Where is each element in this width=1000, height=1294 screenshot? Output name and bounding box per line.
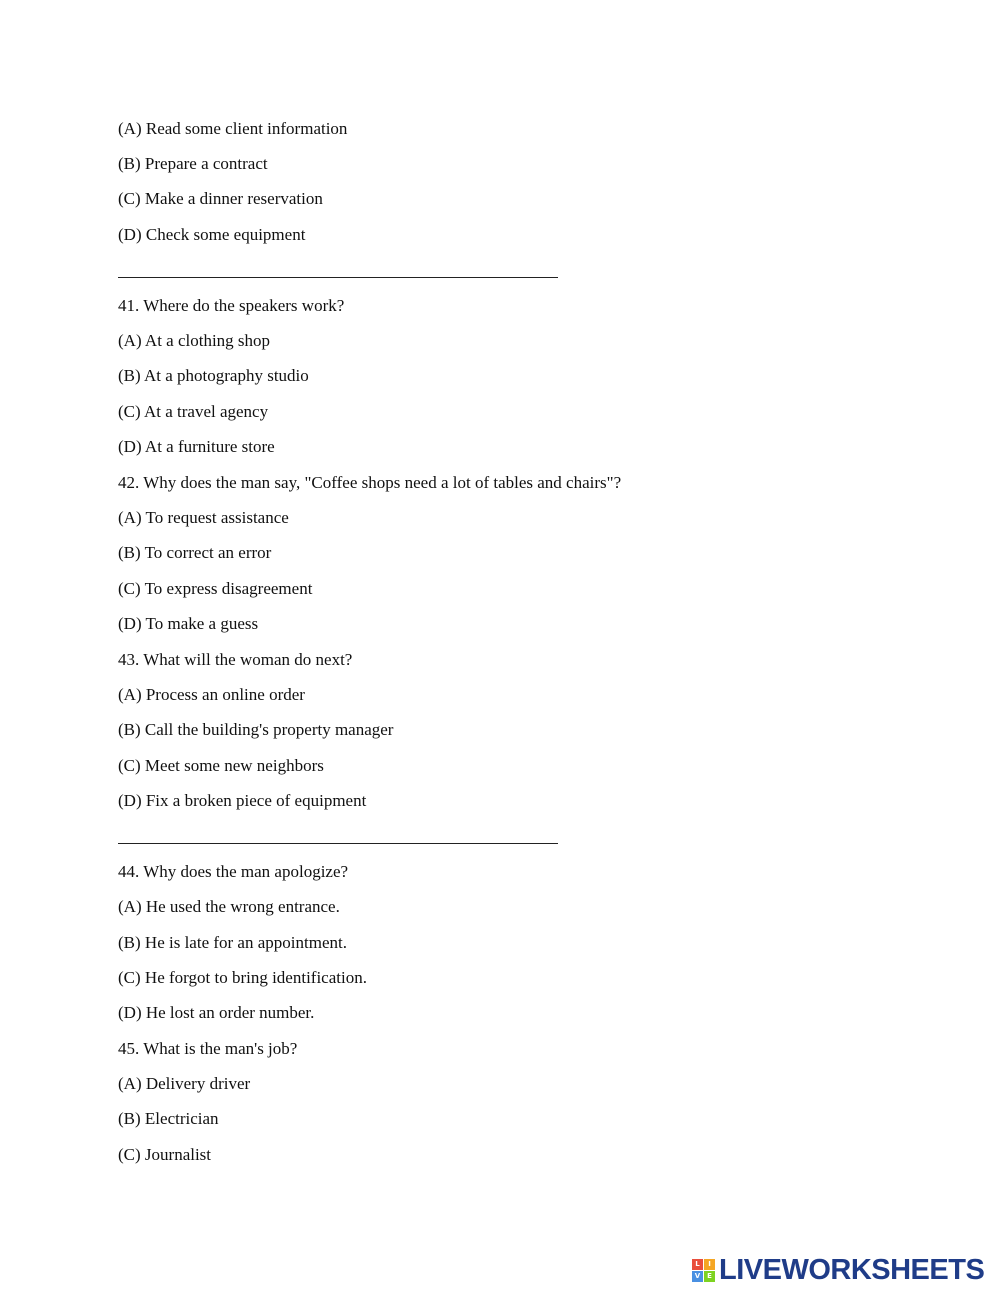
liveworksheets-mark-icon	[692, 1259, 715, 1282]
q45-option-b: (B) Electrician	[118, 1109, 219, 1128]
q43-option-b: (B) Call the building's property manager	[118, 720, 394, 739]
q45-option-a: (A) Delivery driver	[118, 1074, 251, 1093]
q44-option-b: (B) He is late for an appointment.	[118, 933, 347, 952]
logo-mark-letter: V	[692, 1271, 703, 1282]
q44-option-c: (C) He forgot to bring identification.	[118, 968, 367, 987]
q45-option-c: (C) Journalist	[118, 1145, 212, 1164]
q43-option-d: (D) Fix a broken piece of equipment	[118, 791, 367, 810]
q41-question: 41. Where do the speakers work?	[118, 296, 345, 315]
q43-option-c: (C) Meet some new neighbors	[118, 756, 324, 775]
q42-question: 42. Why does the man say, "Coffee shops need a lot of tables and chairs"?	[118, 473, 622, 492]
logo-mark-letter: I	[704, 1259, 715, 1270]
q43-option-a: (A) Process an online order	[118, 685, 305, 704]
logo-wordmark: LIVEWORKSHEETS	[719, 1254, 985, 1286]
q41-option-a: (A) At a clothing shop	[118, 331, 271, 350]
section-divider	[118, 843, 558, 844]
q44-question: 44. Why does the man apologize?	[118, 862, 349, 881]
logo-mark-letter: E	[704, 1271, 715, 1282]
q41-option-d: (D) At a furniture store	[118, 437, 275, 456]
q40-option-d: (D) Check some equipment	[118, 225, 306, 244]
logo-mark-letter: L	[692, 1259, 703, 1270]
q44-option-d: (D) He lost an order number.	[118, 1003, 315, 1022]
q40-option-c: (C) Make a dinner reservation	[118, 189, 323, 208]
q42-option-c: (C) To express disagreement	[118, 579, 313, 598]
q40-option-a: (A) Read some client information	[118, 119, 348, 138]
q43-question: 43. What will the woman do next?	[118, 650, 353, 669]
q42-option-d: (D) To make a guess	[118, 614, 259, 633]
q41-option-c: (C) At a travel agency	[118, 402, 269, 421]
q41-option-b: (B) At a photography studio	[118, 366, 309, 385]
section-divider	[118, 277, 558, 278]
liveworksheets-logo	[692, 1254, 984, 1286]
q45-question: 45. What is the man's job?	[118, 1039, 298, 1058]
q44-option-a: (A) He used the wrong entrance.	[118, 897, 340, 916]
q42-option-b: (B) To correct an error	[118, 543, 272, 562]
q40-option-b: (B) Prepare a contract	[118, 154, 268, 173]
q42-option-a: (A) To request assistance	[118, 508, 289, 527]
